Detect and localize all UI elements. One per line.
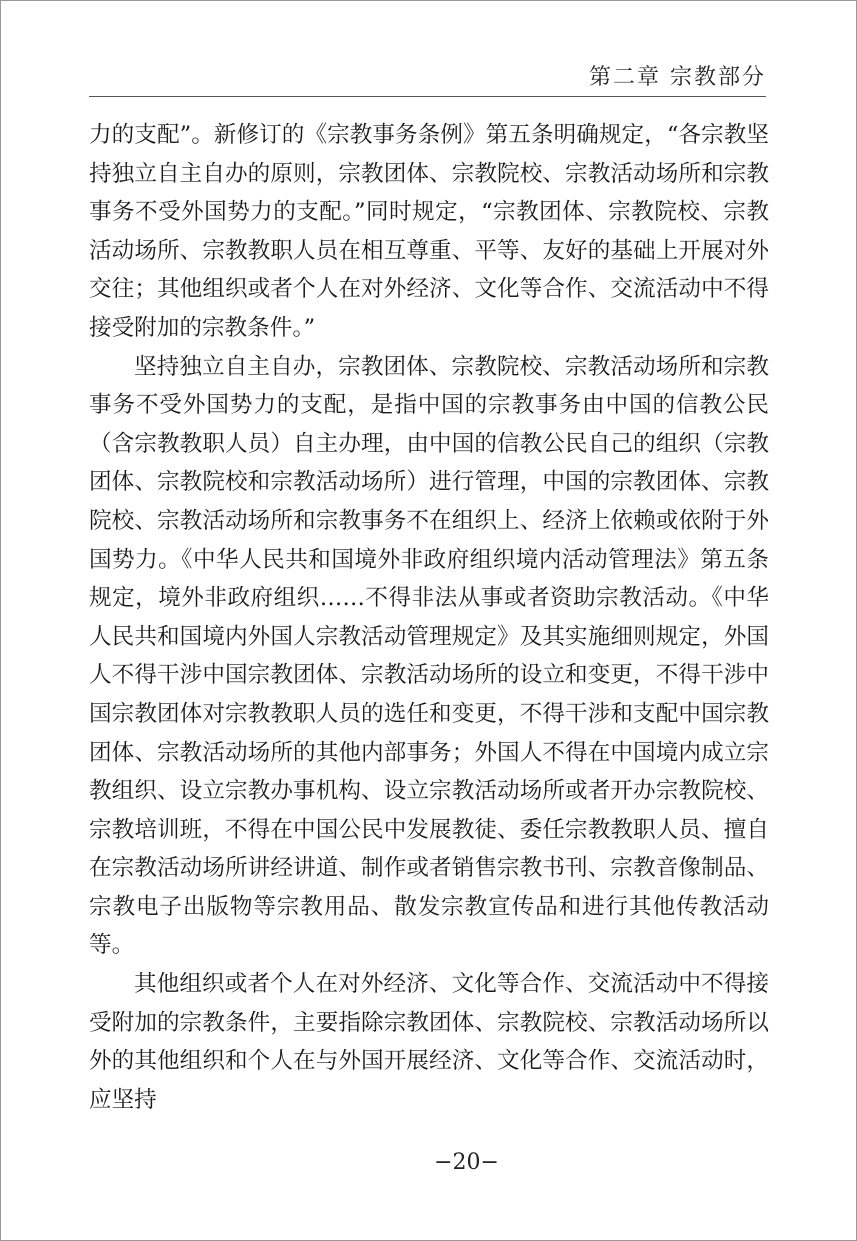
chapter-title: 第二章 宗教部分 [589,65,766,90]
page-footer [0,1150,857,1175]
page-number: −20− [434,1150,499,1175]
paragraph-1: 力的支配”。新修订的《宗教事务条例》第五条明确规定，“各宗教坚持独立自主自办的原则，宗教团体、宗教院校、宗教活动场所和宗教事务不受外国势力的支配。”同时规定，“宗教团体、宗教院校、宗教活动场所、宗教教职人员在相互尊重、平等、友好的基础上开展对外交往；其他组织或者个人在对外经济、文化等合作、交流活动中不得接受附加的宗教条件。” [89,122,769,341]
body-text [89,116,769,1119]
running-header [89,58,766,97]
paragraph-2: 坚持独立自主自办，宗教团体、宗教院校、宗教活动场所和宗教事务不受外国势力的支配，是指中国的宗教事务由中国的信教公民（含宗教教职人员）自主办理，由中国的信教公民自己的组织（宗教团体、宗教院校和宗教活动场所）进行管理，中国的宗教团体、宗教院校、宗教活动场所和宗教事务不在组织上、经济上依赖或依附于外国势力。《中华人民共和国境外非政府组织境内活动管理法》第五条规定，境外非政府组织……不得非法从事或者资助宗教活动。《中华人民共和国境内外国人宗教活动管理规定》及其实施细则规定，外国人不得干涉中国宗教团体、宗教活动场所的设立和变更，不得干涉中国宗教团体对宗教教职人员的选任和变更，不得干涉和支配中国宗教团体、宗教活动场所的其他内部事务；外国人不得在中国境内成立宗教组织、设立宗教办事机构、设立宗教活动场所或者开办宗教院校、宗教培训班，不得在中国公民中发展教徒、委任宗教教职人员、擅自在宗教活动场所讲经讲道、制作或者销售宗教书刊、宗教音像制品、宗教电子出版物等宗教用品、散发宗教宣传品和进行其他传教活动等。 [89,353,769,959]
paragraph-3: 其他组织或者个人在对外经济、文化等合作、交流活动中不得接受附加的宗教条件，主要指除宗教团体、宗教院校、宗教活动场所以外的其他组织和个人在与外国开展经济、文化等合作、交流活动时，应坚持 [89,971,769,1113]
